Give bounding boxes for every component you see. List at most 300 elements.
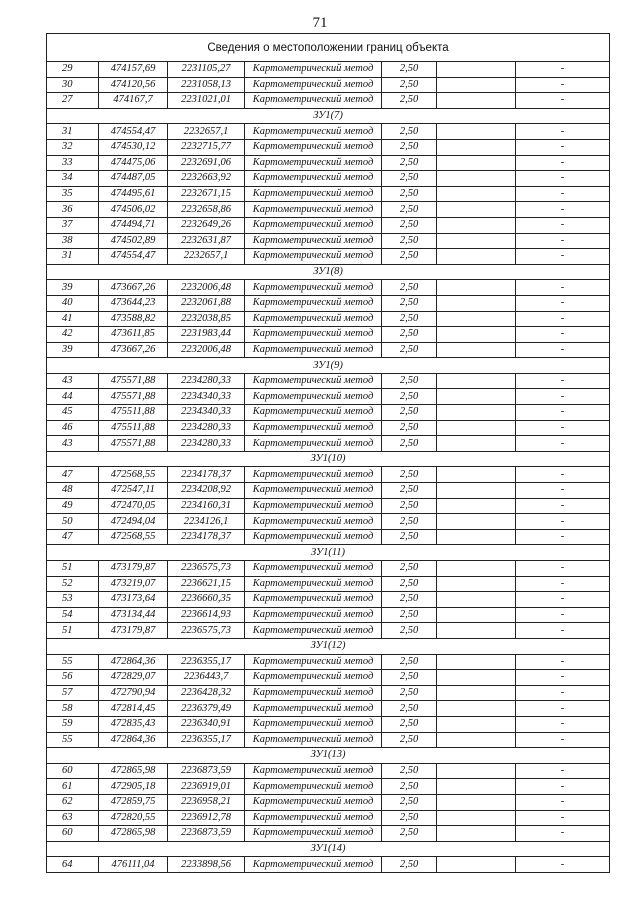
point-number: 39 (47, 342, 99, 358)
point-number: 32 (47, 139, 99, 155)
y-coordinate: 2232671,15 (168, 186, 245, 202)
dash-cell: - (516, 716, 610, 732)
x-coordinate: 472859,75 (99, 794, 168, 810)
method-cell: Картометрический метод (245, 420, 382, 436)
point-number: 63 (47, 810, 99, 826)
precision-cell: 2,50 (382, 405, 437, 421)
point-number: 31 (47, 124, 99, 140)
method-cell: Картометрический метод (245, 826, 382, 842)
y-coordinate: 2236575,73 (168, 623, 245, 639)
empty-cell (437, 327, 516, 343)
dash-cell: - (516, 389, 610, 405)
table-row (47, 623, 610, 639)
section-label: ЗУ1(10) (47, 451, 610, 467)
empty-cell (437, 810, 516, 826)
table-row (47, 529, 610, 545)
point-number: 48 (47, 483, 99, 499)
empty-cell (437, 62, 516, 78)
x-coordinate: 474475,06 (99, 155, 168, 171)
precision-cell: 2,50 (382, 62, 437, 78)
x-coordinate: 472547,11 (99, 483, 168, 499)
dash-cell: - (516, 233, 610, 249)
y-coordinate: 2236873,59 (168, 826, 245, 842)
y-coordinate: 2236614,93 (168, 607, 245, 623)
table-row (47, 763, 610, 779)
table-row (47, 295, 610, 311)
table-row (47, 607, 610, 623)
table-row (47, 233, 610, 249)
y-coordinate: 2232691,06 (168, 155, 245, 171)
method-cell: Картометрический метод (245, 311, 382, 327)
table-row (47, 514, 610, 530)
point-number: 51 (47, 623, 99, 639)
empty-cell (437, 576, 516, 592)
point-number: 29 (47, 62, 99, 78)
y-coordinate: 2236575,73 (168, 561, 245, 577)
section-header-row (47, 358, 610, 374)
dash-cell: - (516, 295, 610, 311)
table-row (47, 483, 610, 499)
table-row (47, 389, 610, 405)
point-number: 59 (47, 716, 99, 732)
table-row (47, 327, 610, 343)
x-coordinate: 473667,26 (99, 342, 168, 358)
y-coordinate: 2236958,21 (168, 794, 245, 810)
table-row (47, 732, 610, 748)
precision-cell: 2,50 (382, 186, 437, 202)
dash-cell: - (516, 249, 610, 265)
y-coordinate: 2236340,91 (168, 716, 245, 732)
x-coordinate: 474120,56 (99, 77, 168, 93)
table-row (47, 701, 610, 717)
table-row (47, 373, 610, 389)
table-row (47, 576, 610, 592)
point-number: 37 (47, 217, 99, 233)
empty-cell (437, 405, 516, 421)
precision-cell: 2,50 (382, 826, 437, 842)
precision-cell: 2,50 (382, 576, 437, 592)
point-number: 60 (47, 826, 99, 842)
method-cell: Картометрический метод (245, 701, 382, 717)
table-title-row (47, 34, 610, 62)
y-coordinate: 2236919,01 (168, 779, 245, 795)
empty-cell (437, 155, 516, 171)
section-header-row (47, 264, 610, 280)
precision-cell: 2,50 (382, 654, 437, 670)
precision-cell: 2,50 (382, 311, 437, 327)
x-coordinate: 474494,71 (99, 217, 168, 233)
method-cell: Картометрический метод (245, 124, 382, 140)
dash-cell: - (516, 342, 610, 358)
precision-cell: 2,50 (382, 202, 437, 218)
table-row (47, 155, 610, 171)
method-cell: Картометрический метод (245, 654, 382, 670)
precision-cell: 2,50 (382, 514, 437, 530)
point-number: 31 (47, 249, 99, 265)
method-cell: Картометрический метод (245, 779, 382, 795)
point-number: 50 (47, 514, 99, 530)
point-number: 47 (47, 467, 99, 483)
dash-cell: - (516, 654, 610, 670)
y-coordinate: 2234340,33 (168, 389, 245, 405)
dash-cell: - (516, 436, 610, 452)
empty-cell (437, 607, 516, 623)
x-coordinate: 475511,88 (99, 420, 168, 436)
x-coordinate: 475511,88 (99, 405, 168, 421)
y-coordinate: 2231058,13 (168, 77, 245, 93)
table-row (47, 857, 610, 873)
table-row (47, 826, 610, 842)
section-label: ЗУ1(13) (47, 748, 610, 764)
table-row (47, 311, 610, 327)
point-number: 43 (47, 436, 99, 452)
point-number: 58 (47, 701, 99, 717)
dash-cell: - (516, 794, 610, 810)
dash-cell: - (516, 623, 610, 639)
precision-cell: 2,50 (382, 389, 437, 405)
empty-cell (437, 483, 516, 499)
method-cell: Картометрический метод (245, 794, 382, 810)
y-coordinate: 2232038,85 (168, 311, 245, 327)
precision-cell: 2,50 (382, 857, 437, 873)
x-coordinate: 472905,18 (99, 779, 168, 795)
empty-cell (437, 249, 516, 265)
section-label: ЗУ1(9) (47, 358, 610, 374)
method-cell: Картометрический метод (245, 186, 382, 202)
empty-cell (437, 373, 516, 389)
point-number: 49 (47, 498, 99, 514)
empty-cell (437, 654, 516, 670)
point-number: 55 (47, 732, 99, 748)
method-cell: Картометрический метод (245, 732, 382, 748)
section-label: ЗУ1(14) (47, 841, 610, 857)
dash-cell: - (516, 405, 610, 421)
y-coordinate: 2234280,33 (168, 436, 245, 452)
point-number: 60 (47, 763, 99, 779)
empty-cell (437, 295, 516, 311)
table-row (47, 139, 610, 155)
x-coordinate: 472568,55 (99, 467, 168, 483)
x-coordinate: 472865,98 (99, 763, 168, 779)
dash-cell: - (516, 62, 610, 78)
dash-cell: - (516, 280, 610, 296)
point-number: 64 (47, 857, 99, 873)
y-coordinate: 2234160,31 (168, 498, 245, 514)
point-number: 56 (47, 670, 99, 686)
method-cell: Картометрический метод (245, 436, 382, 452)
precision-cell: 2,50 (382, 529, 437, 545)
method-cell: Картометрический метод (245, 217, 382, 233)
empty-cell (437, 217, 516, 233)
dash-cell: - (516, 498, 610, 514)
dash-cell: - (516, 202, 610, 218)
point-number: 55 (47, 654, 99, 670)
precision-cell: 2,50 (382, 685, 437, 701)
section-header-row (47, 545, 610, 561)
table-row (47, 498, 610, 514)
y-coordinate: 2234280,33 (168, 420, 245, 436)
x-coordinate: 472494,04 (99, 514, 168, 530)
dash-cell: - (516, 139, 610, 155)
table-row (47, 779, 610, 795)
empty-cell (437, 670, 516, 686)
section-header-row (47, 451, 610, 467)
precision-cell: 2,50 (382, 373, 437, 389)
method-cell: Картометрический метод (245, 607, 382, 623)
x-coordinate: 472790,94 (99, 685, 168, 701)
method-cell: Картометрический метод (245, 685, 382, 701)
x-coordinate: 472829,07 (99, 670, 168, 686)
method-cell: Картометрический метод (245, 373, 382, 389)
empty-cell (437, 732, 516, 748)
method-cell: Картометрический метод (245, 857, 382, 873)
table-row (47, 124, 610, 140)
dash-cell: - (516, 186, 610, 202)
y-coordinate: 2236355,17 (168, 654, 245, 670)
method-cell: Картометрический метод (245, 77, 382, 93)
x-coordinate: 472568,55 (99, 529, 168, 545)
precision-cell: 2,50 (382, 280, 437, 296)
dash-cell: - (516, 171, 610, 187)
empty-cell (437, 763, 516, 779)
point-number: 52 (47, 576, 99, 592)
table-row (47, 561, 610, 577)
method-cell: Картометрический метод (245, 389, 382, 405)
dash-cell: - (516, 701, 610, 717)
precision-cell: 2,50 (382, 794, 437, 810)
precision-cell: 2,50 (382, 810, 437, 826)
dash-cell: - (516, 93, 610, 109)
x-coordinate: 472835,43 (99, 716, 168, 732)
table-row (47, 342, 610, 358)
method-cell: Картометрический метод (245, 233, 382, 249)
precision-cell: 2,50 (382, 483, 437, 499)
point-number: 35 (47, 186, 99, 202)
y-coordinate: 2232006,48 (168, 342, 245, 358)
empty-cell (437, 514, 516, 530)
precision-cell: 2,50 (382, 607, 437, 623)
table-row (47, 405, 610, 421)
x-coordinate: 473611,85 (99, 327, 168, 343)
x-coordinate: 473219,07 (99, 576, 168, 592)
y-coordinate: 2236912,78 (168, 810, 245, 826)
point-number: 54 (47, 607, 99, 623)
method-cell: Картометрический метод (245, 576, 382, 592)
precision-cell: 2,50 (382, 592, 437, 608)
dash-cell: - (516, 311, 610, 327)
y-coordinate: 2232657,1 (168, 249, 245, 265)
table-row (47, 420, 610, 436)
dash-cell: - (516, 77, 610, 93)
dash-cell: - (516, 327, 610, 343)
table-row (47, 93, 610, 109)
table-row (47, 62, 610, 78)
y-coordinate: 2232657,1 (168, 124, 245, 140)
y-coordinate: 2236621,15 (168, 576, 245, 592)
x-coordinate: 473667,26 (99, 280, 168, 296)
empty-cell (437, 311, 516, 327)
y-coordinate: 2236873,59 (168, 763, 245, 779)
empty-cell (437, 561, 516, 577)
dash-cell: - (516, 670, 610, 686)
method-cell: Картометрический метод (245, 467, 382, 483)
dash-cell: - (516, 779, 610, 795)
section-header-row (47, 748, 610, 764)
empty-cell (437, 467, 516, 483)
precision-cell: 2,50 (382, 295, 437, 311)
x-coordinate: 476111,04 (99, 857, 168, 873)
precision-cell: 2,50 (382, 249, 437, 265)
y-coordinate: 2231021,01 (168, 93, 245, 109)
precision-cell: 2,50 (382, 779, 437, 795)
table-row (47, 249, 610, 265)
y-coordinate: 2231105,27 (168, 62, 245, 78)
x-coordinate: 473134,44 (99, 607, 168, 623)
method-cell: Картометрический метод (245, 155, 382, 171)
boundary-table (46, 33, 610, 873)
x-coordinate: 473644,23 (99, 295, 168, 311)
y-coordinate: 2232658,86 (168, 202, 245, 218)
point-number: 34 (47, 171, 99, 187)
precision-cell: 2,50 (382, 467, 437, 483)
empty-cell (437, 124, 516, 140)
empty-cell (437, 701, 516, 717)
method-cell: Картометрический метод (245, 514, 382, 530)
table-row (47, 436, 610, 452)
method-cell: Картометрический метод (245, 280, 382, 296)
y-coordinate: 2236660,35 (168, 592, 245, 608)
precision-cell: 2,50 (382, 623, 437, 639)
table-row (47, 685, 610, 701)
y-coordinate: 2231983,44 (168, 327, 245, 343)
dash-cell: - (516, 420, 610, 436)
table-row (47, 592, 610, 608)
method-cell: Картометрический метод (245, 763, 382, 779)
x-coordinate: 474502,89 (99, 233, 168, 249)
table-row (47, 716, 610, 732)
precision-cell: 2,50 (382, 701, 437, 717)
x-coordinate: 472820,55 (99, 810, 168, 826)
table-row (47, 171, 610, 187)
point-number: 62 (47, 794, 99, 810)
empty-cell (437, 342, 516, 358)
point-number: 27 (47, 93, 99, 109)
dash-cell: - (516, 561, 610, 577)
dash-cell: - (516, 155, 610, 171)
y-coordinate: 2236379,49 (168, 701, 245, 717)
dash-cell: - (516, 467, 610, 483)
precision-cell: 2,50 (382, 732, 437, 748)
method-cell: Картометрический метод (245, 295, 382, 311)
empty-cell (437, 592, 516, 608)
dash-cell: - (516, 685, 610, 701)
x-coordinate: 475571,88 (99, 373, 168, 389)
section-label: ЗУ1(8) (47, 264, 610, 280)
dash-cell: - (516, 514, 610, 530)
x-coordinate: 472865,98 (99, 826, 168, 842)
y-coordinate: 2234340,33 (168, 405, 245, 421)
x-coordinate: 473588,82 (99, 311, 168, 327)
y-coordinate: 2234208,92 (168, 483, 245, 499)
precision-cell: 2,50 (382, 124, 437, 140)
empty-cell (437, 139, 516, 155)
precision-cell: 2,50 (382, 77, 437, 93)
table-row (47, 202, 610, 218)
dash-cell: - (516, 826, 610, 842)
precision-cell: 2,50 (382, 233, 437, 249)
precision-cell: 2,50 (382, 139, 437, 155)
dash-cell: - (516, 217, 610, 233)
method-cell: Картометрический метод (245, 483, 382, 499)
empty-cell (437, 498, 516, 514)
dash-cell: - (516, 810, 610, 826)
empty-cell (437, 716, 516, 732)
method-cell: Картометрический метод (245, 327, 382, 343)
table-row (47, 280, 610, 296)
empty-cell (437, 186, 516, 202)
method-cell: Картометрический метод (245, 561, 382, 577)
precision-cell: 2,50 (382, 670, 437, 686)
empty-cell (437, 623, 516, 639)
point-number: 51 (47, 561, 99, 577)
dash-cell: - (516, 732, 610, 748)
method-cell: Картометрический метод (245, 670, 382, 686)
y-coordinate: 2236428,32 (168, 685, 245, 701)
x-coordinate: 474530,12 (99, 139, 168, 155)
point-number: 45 (47, 405, 99, 421)
precision-cell: 2,50 (382, 763, 437, 779)
method-cell: Картометрический метод (245, 342, 382, 358)
empty-cell (437, 280, 516, 296)
y-coordinate: 2232631,87 (168, 233, 245, 249)
dash-cell: - (516, 763, 610, 779)
y-coordinate: 2232715,77 (168, 139, 245, 155)
precision-cell: 2,50 (382, 217, 437, 233)
y-coordinate: 2234178,37 (168, 467, 245, 483)
y-coordinate: 2234126,1 (168, 514, 245, 530)
x-coordinate: 472864,36 (99, 654, 168, 670)
point-number: 44 (47, 389, 99, 405)
section-label: ЗУ1(12) (47, 638, 610, 654)
y-coordinate: 2232663,92 (168, 171, 245, 187)
empty-cell (437, 826, 516, 842)
y-coordinate: 2232061,88 (168, 295, 245, 311)
point-number: 36 (47, 202, 99, 218)
method-cell: Картометрический метод (245, 202, 382, 218)
dash-cell: - (516, 483, 610, 499)
x-coordinate: 475571,88 (99, 389, 168, 405)
method-cell: Картометрический метод (245, 810, 382, 826)
empty-cell (437, 77, 516, 93)
section-header-row (47, 108, 610, 124)
y-coordinate: 2234178,37 (168, 529, 245, 545)
dash-cell: - (516, 857, 610, 873)
method-cell: Картометрический метод (245, 623, 382, 639)
method-cell: Картометрический метод (245, 529, 382, 545)
x-coordinate: 474167,7 (99, 93, 168, 109)
dash-cell: - (516, 529, 610, 545)
point-number: 43 (47, 373, 99, 389)
empty-cell (437, 420, 516, 436)
empty-cell (437, 779, 516, 795)
empty-cell (437, 93, 516, 109)
x-coordinate: 474487,05 (99, 171, 168, 187)
empty-cell (437, 233, 516, 249)
dash-cell: - (516, 124, 610, 140)
x-coordinate: 474157,69 (99, 62, 168, 78)
table-title: Сведения о местоположении границ объекта (47, 34, 610, 62)
point-number: 57 (47, 685, 99, 701)
